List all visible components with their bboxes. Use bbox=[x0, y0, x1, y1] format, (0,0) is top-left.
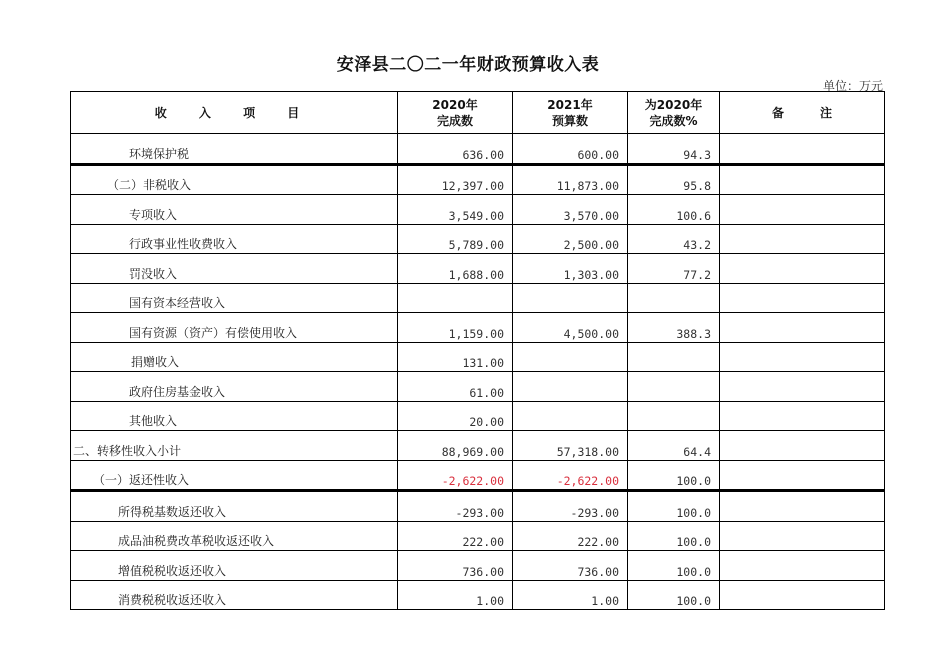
table-row bbox=[71, 431, 885, 461]
row-2020: 1.00 bbox=[398, 580, 513, 610]
row-remark bbox=[720, 580, 885, 610]
row-remark bbox=[720, 431, 885, 461]
table-row bbox=[71, 164, 885, 195]
row-2021 bbox=[513, 372, 628, 402]
header-ratio-line1: 为2020年 bbox=[644, 97, 703, 112]
header-item bbox=[71, 92, 398, 134]
row-name: （二）非税收入 bbox=[71, 164, 398, 195]
row-2020: 88,969.00 bbox=[398, 431, 513, 461]
row-remark bbox=[720, 224, 885, 254]
row-2021: 736.00 bbox=[513, 551, 628, 581]
row-ratio: 100.0 bbox=[628, 580, 720, 610]
row-ratio bbox=[628, 283, 720, 313]
row-ratio: 100.0 bbox=[628, 460, 720, 491]
table-row bbox=[71, 372, 885, 402]
header-2020-line2: 完成数 bbox=[436, 113, 473, 128]
header-2020-line1: 2020年 bbox=[432, 97, 478, 112]
row-remark bbox=[720, 401, 885, 431]
table-row bbox=[71, 551, 885, 581]
table-row bbox=[71, 580, 885, 610]
row-name: 政府住房基金收入 bbox=[71, 372, 398, 402]
row-ratio bbox=[628, 342, 720, 372]
row-remark bbox=[720, 491, 885, 522]
row-ratio: 100.0 bbox=[628, 491, 720, 522]
row-2021 bbox=[513, 342, 628, 372]
row-2021: 222.00 bbox=[513, 521, 628, 551]
header-2020 bbox=[398, 92, 513, 134]
row-ratio: 95.8 bbox=[628, 164, 720, 195]
row-2020: 12,397.00 bbox=[398, 164, 513, 195]
row-2020: 636.00 bbox=[398, 134, 513, 165]
row-remark bbox=[720, 283, 885, 313]
row-ratio bbox=[628, 401, 720, 431]
header-2021-line2: 预算数 bbox=[551, 113, 588, 128]
row-2020: 222.00 bbox=[398, 521, 513, 551]
row-2021: 600.00 bbox=[513, 134, 628, 165]
row-ratio: 64.4 bbox=[628, 431, 720, 461]
row-2020 bbox=[398, 283, 513, 313]
row-ratio: 100.6 bbox=[628, 195, 720, 225]
row-2021: 11,873.00 bbox=[513, 164, 628, 195]
header-2021 bbox=[513, 92, 628, 134]
row-name: 所得税基数返还收入 bbox=[71, 491, 398, 522]
table-row bbox=[71, 521, 885, 551]
row-2020: -2,622.00 bbox=[398, 460, 513, 491]
row-2020: 5,789.00 bbox=[398, 224, 513, 254]
table-row bbox=[71, 134, 885, 165]
table-row bbox=[71, 313, 885, 343]
row-2021: 1.00 bbox=[513, 580, 628, 610]
row-name: 捐赠收入 bbox=[71, 342, 398, 372]
row-2021: 4,500.00 bbox=[513, 313, 628, 343]
row-remark bbox=[720, 313, 885, 343]
header-2021-line1: 2021年 bbox=[547, 97, 593, 112]
row-2020: 1,159.00 bbox=[398, 313, 513, 343]
row-name: 成品油税费改革税收返还收入 bbox=[71, 521, 398, 551]
row-2020: 61.00 bbox=[398, 372, 513, 402]
row-ratio: 43.2 bbox=[628, 224, 720, 254]
row-ratio: 94.3 bbox=[628, 134, 720, 165]
row-name: 国有资源（资产）有偿使用收入 bbox=[71, 313, 398, 343]
page-title: 安泽县二〇二一年财政预算收入表 bbox=[336, 55, 600, 75]
row-name: 环境保护税 bbox=[71, 134, 398, 165]
row-2020: 736.00 bbox=[398, 551, 513, 581]
row-2021: 1,303.00 bbox=[513, 254, 628, 284]
row-2020: 3,549.00 bbox=[398, 195, 513, 225]
row-name: 国有资本经营收入 bbox=[71, 283, 398, 313]
row-remark bbox=[720, 134, 885, 165]
row-name: 专项收入 bbox=[71, 195, 398, 225]
unit-label: 单位：万元 bbox=[822, 79, 883, 93]
table-row bbox=[71, 224, 885, 254]
row-name: 增值税税收返还收入 bbox=[71, 551, 398, 581]
row-name: 行政事业性收费收入 bbox=[71, 224, 398, 254]
row-ratio: 100.0 bbox=[628, 521, 720, 551]
row-2020: 1,688.00 bbox=[398, 254, 513, 284]
table-row bbox=[71, 460, 885, 491]
table-header-row bbox=[71, 92, 885, 134]
row-ratio: 388.3 bbox=[628, 313, 720, 343]
row-2021 bbox=[513, 401, 628, 431]
row-remark bbox=[720, 551, 885, 581]
row-ratio bbox=[628, 372, 720, 402]
row-2021 bbox=[513, 283, 628, 313]
row-2021: -293.00 bbox=[513, 491, 628, 522]
row-2021: -2,622.00 bbox=[513, 460, 628, 491]
row-remark bbox=[720, 342, 885, 372]
row-2020: 131.00 bbox=[398, 342, 513, 372]
row-2021: 2,500.00 bbox=[513, 224, 628, 254]
row-ratio: 77.2 bbox=[628, 254, 720, 284]
row-name: 消费税税收返还收入 bbox=[71, 580, 398, 610]
row-2020: -293.00 bbox=[398, 491, 513, 522]
table-row bbox=[71, 401, 885, 431]
header-ratio bbox=[628, 92, 720, 134]
header-remark: 备 注 bbox=[720, 92, 885, 134]
table-row bbox=[71, 254, 885, 284]
row-name: 罚没收入 bbox=[71, 254, 398, 284]
row-remark bbox=[720, 521, 885, 551]
row-remark bbox=[720, 164, 885, 195]
row-name: 二、转移性收入小计 bbox=[71, 431, 398, 461]
header-ratio-line2: 完成数% bbox=[649, 113, 698, 128]
header-item-label: 收 入 项 目 bbox=[154, 105, 314, 120]
row-ratio: 100.0 bbox=[628, 551, 720, 581]
row-name: （一）返还性收入 bbox=[71, 460, 398, 491]
row-2020: 20.00 bbox=[398, 401, 513, 431]
budget-revenue-table bbox=[70, 91, 885, 610]
row-remark bbox=[720, 460, 885, 491]
table-row bbox=[71, 342, 885, 372]
table-row bbox=[71, 195, 885, 225]
row-2021: 3,570.00 bbox=[513, 195, 628, 225]
table-row bbox=[71, 491, 885, 522]
row-remark bbox=[720, 254, 885, 284]
row-name: 其他收入 bbox=[71, 401, 398, 431]
row-2021: 57,318.00 bbox=[513, 431, 628, 461]
row-remark bbox=[720, 372, 885, 402]
row-remark bbox=[720, 195, 885, 225]
table-row bbox=[71, 283, 885, 313]
